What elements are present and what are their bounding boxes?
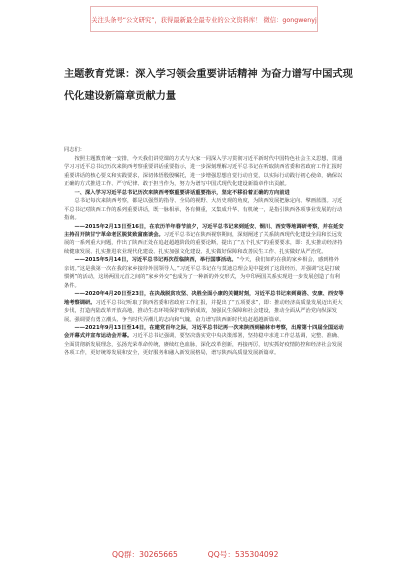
event-paragraph xyxy=(64,290,344,324)
event-date: ——2015年5月14日，习近平总书记再次莅临陕西，举行国事活动。 xyxy=(74,257,237,264)
event-date: ——2015年2月13日至16日，在农历羊年春节前夕，习近平总书记来到延安、铜川、西安等地调研考察，并在延安主持召开陕甘宁革命老区脱贫致富座谈会。 xyxy=(64,223,344,239)
salutation: 同志们： xyxy=(64,147,85,153)
event-date: ——2020年4月20日至23日，在决战脱贫攻坚、决胜全面小康的关键时刻，习近平总书记来到商洛、安康、西安等地考察调研。 xyxy=(64,291,344,306)
document-title: 主题教育党课：深入学习领会重要讲话精神 为奋力谱写中国式现代化建设新篇章贡献力量 xyxy=(64,69,353,102)
paragraph-intro: 按照主题教育统一安排，今天我们讲党课的方式与大家一同深入学习贯彻习近平新时代中国特色社会主义思想，贯通学习习近平总书记历次来陕西考察重要讲话重要指示，进一步深刻理解习近平总书记在听取陕西省委和省政府工作汇报时重要讲话的核心要义和实践要求，深切体悟殷殷嘱托，进一步增强思想自觉行动自觉，以实际行动践行初心使命，确保以正确的方式推进工作、严守纪律、敢于担当作为，努力为谱写中国式现代化建设新篇章作出贡献。 xyxy=(64,155,343,188)
paragraph-section1-intro: 总书记每次来陕西考察，都是以强烈的指导、全局的视野、大历史观的角度，为陕西发展把脉定向、擘画蓝图。习近平总书记对陕西工作的系列重要讲话，既一脉相承，各有侧重，又集成升华、有机统一，是指引陕西各项事业发展的行动指南。 xyxy=(64,198,343,222)
event-paragraph xyxy=(64,256,344,290)
promo-banner xyxy=(90,6,318,32)
event-text: 习近平总书记强调，要坚决落实党中央决策部署，坚持稳中求进工作总基调，完整、准确、全面贯彻新发展理念，弘扬光荣革命传统，赓续红色血脉，深化改革创新，再接再厉，切实抓好疫情防控和经济社会发展各项工作，更好统筹发展和安全，更好服务和融入新发展格局，谱写陕西高质量发展新篇章。 xyxy=(64,333,343,357)
section-heading-1: 一、深入学习习近平总书记历次来陕西考察重要讲话重要指示，坚定不移沿着正确的方向前进 xyxy=(74,189,290,196)
promo-banner-text: 关注头条号“公文研究”，获得最新最全最专业的公文资料库！ 微信：gongwenyj xyxy=(91,16,317,24)
event-date: ——2021年9月13日至14日，在建党百年之际，习近平总书记再一次来陕西到榆林市考察，出席第十四届全国运动会开幕式并宣布运动会开幕。 xyxy=(64,325,344,340)
event-text: “今天，我们如约在我的家乡相会，感到格外亲切。”这是我第一次在我的家乡接待外国领导人。”习近平总书记在与莫迪总理会见中提到了这段经历，并强调“这是打破惯例”的活动，这场两国元首之间的“家乡外交”也成为了一种新的外交形式，为中印两国关系实现进一步发展创造了有利条件。 xyxy=(64,257,340,289)
event-paragraph xyxy=(64,223,344,257)
contact-footer xyxy=(112,549,322,560)
qq-contact-label: QQ号：535304092 xyxy=(207,550,279,559)
event-text: 习近平总书记听取了陕西省委和省政府工作汇报，并提出了“五项要求”，即：推动经济高质量发展迈出更大步伐，打造内陆改革开放高地，推动生态环境保护取得新成效，加强民生保障和社会建设，推动全面从严治党向纵深发展。强调要有勇立潮头、争当时代弄潮儿的志向和气魄，奋力谱写陕西新时代追赶超越新篇章。 xyxy=(64,299,343,323)
event-paragraph xyxy=(64,324,344,358)
document-body xyxy=(64,146,344,358)
qq-group-label: QQ群：30265665 xyxy=(112,550,178,559)
event-text: 习近平总书记在陕西视察期间，深刻阐述了关系陕西现代化建设全局和长远发展的一系列重大问题，作出了陕西正处在追赶超越阶段的重要论断，提出了“五个扎实”的重要要求，即：扎实推动经济持续健康发展、扎实推进农业现代化建设、扎实加强文化建设、扎实做好保障和改善民生工作、扎实做好从严治党。 xyxy=(64,232,343,255)
